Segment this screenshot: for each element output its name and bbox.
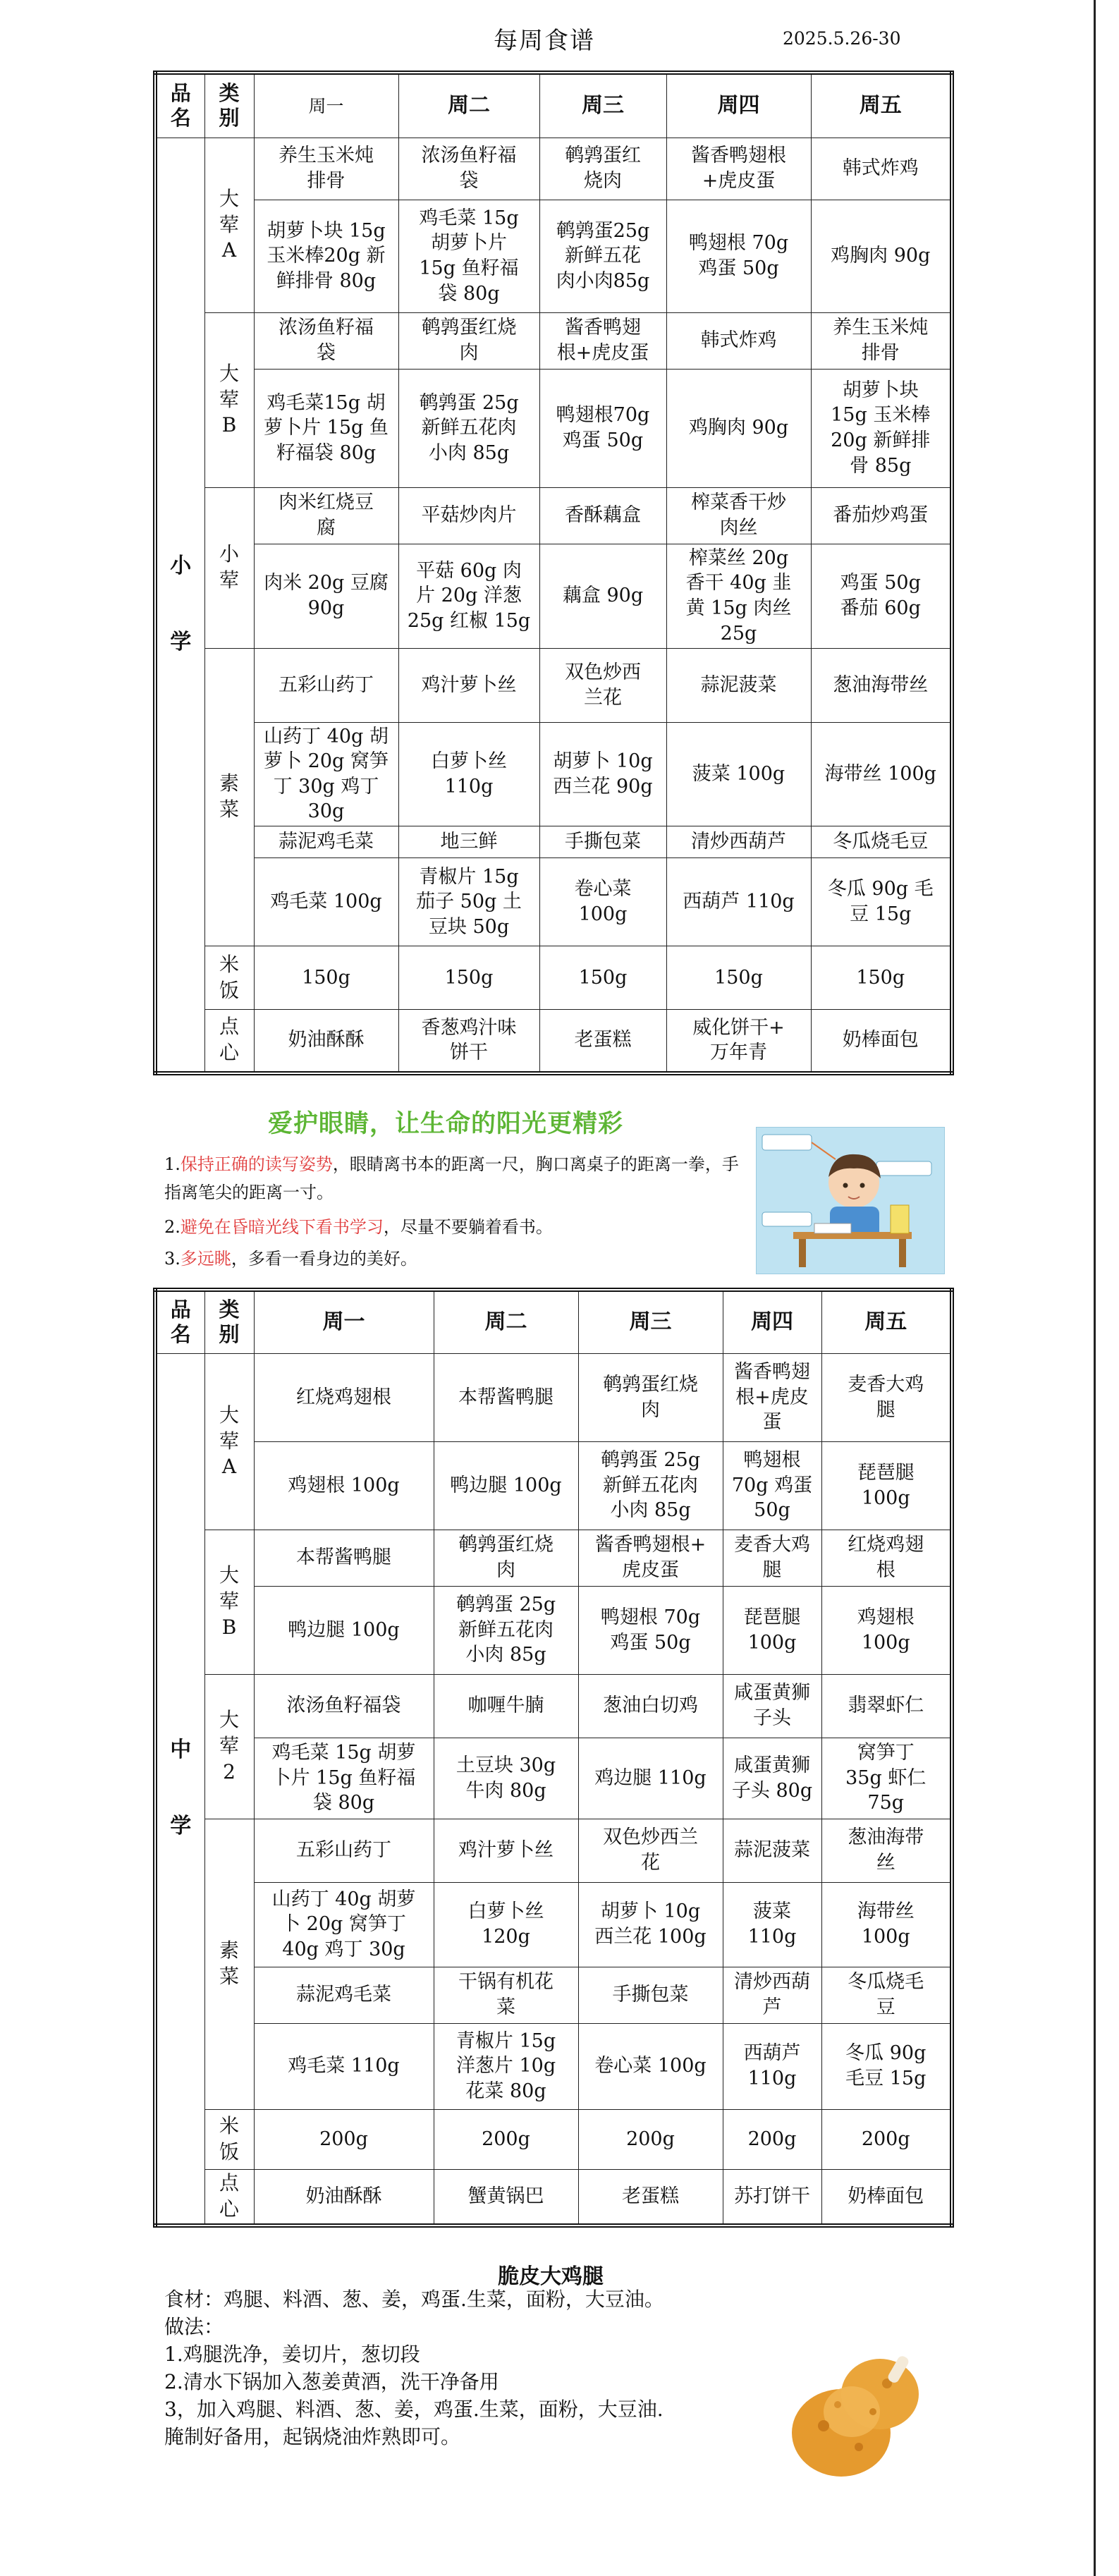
menu-cell: 苏打饼干	[723, 2169, 821, 2226]
menu-cell: 山药丁 40g 胡萝 卜 20g 窝笋丁 40g 鸡丁 30g	[254, 1882, 434, 1967]
menu-cell: 土豆块 30g 牛肉 80g	[434, 1738, 578, 1819]
menu-cell: 150g	[666, 946, 811, 1010]
menu-cell: 胡萝卜 10g 西兰花 100g	[578, 1882, 723, 1967]
menu-cell: 平菇炒肉片	[398, 487, 539, 544]
menu-cell: 200g	[254, 2109, 434, 2169]
header-row	[155, 73, 952, 138]
menu-cell: 200g	[723, 2109, 821, 2169]
menu-cell: 干锅有机花 菜	[434, 1967, 578, 2023]
table-row	[155, 722, 952, 826]
menu-cell: 奶油酥酥	[254, 2169, 434, 2226]
eye-tip-2	[164, 1214, 742, 1242]
day-header-3: 周三	[578, 1290, 723, 1353]
corner-category-label: 类 别	[204, 73, 254, 138]
category-label: 素 菜	[204, 1819, 254, 2109]
table-row	[155, 1010, 952, 1073]
menu-cell: 蒜泥鸡毛菜	[254, 826, 398, 858]
table-row	[155, 2169, 952, 2226]
category-label: 大 荤 B	[204, 1530, 254, 1674]
table-row	[155, 1441, 952, 1530]
category-label: 大 荤 A	[204, 138, 254, 312]
menu-cell: 鸡翅根 100g	[254, 1441, 434, 1530]
table-row	[155, 1586, 952, 1674]
day-header-5: 周五	[811, 73, 952, 138]
menu-cell: 窝笋丁 35g 虾仁 75g	[821, 1738, 952, 1819]
menu-cell: 200g	[578, 2109, 723, 2169]
menu-cell: 韩式炸鸡	[811, 138, 952, 200]
fried-drumstick-icon	[774, 2327, 929, 2496]
category-label: 小 荤	[204, 487, 254, 648]
menu-cell: 酱香鸭翅 根+虎皮蛋	[539, 312, 666, 369]
day-header-5: 周五	[821, 1290, 952, 1353]
header-row	[155, 1290, 952, 1353]
menu-cell: 鸡毛菜 100g	[254, 858, 398, 946]
menu-cell: 鸭边腿 100g	[434, 1441, 578, 1530]
menu-cell: 鹌鹑蛋 25g 新鲜五花肉 小肉 85g	[434, 1586, 578, 1674]
category-label: 大 荤 2	[204, 1674, 254, 1819]
menu-cell: 胡萝卜 10g 西兰花 90g	[539, 722, 666, 826]
day-header-4: 周四	[723, 1290, 821, 1353]
menu-cell: 鸡边腿 110g	[578, 1738, 723, 1819]
menu-cell: 咸蛋黄狮 子头	[723, 1674, 821, 1738]
table-row	[155, 1738, 952, 1819]
menu-cell: 藕盒 90g	[539, 544, 666, 648]
menu-cell: 麦香大鸡 腿	[723, 1530, 821, 1586]
category-label: 米 饭	[204, 2109, 254, 2169]
eye-tip-2-highlight: 避免在昏暗光线下看书学习	[180, 1217, 384, 1237]
menu-cell: 奶油酥酥	[254, 1010, 398, 1073]
menu-cell: 鸭翅根 70g 鸡蛋 50g	[666, 200, 811, 312]
menu-cell: 鸭边腿 100g	[254, 1586, 434, 1674]
table-row	[155, 1967, 952, 2023]
middle-school-menu-table	[153, 1288, 954, 2228]
menu-cell: 韩式炸鸡	[666, 312, 811, 369]
menu-cell: 双色炒西 兰花	[539, 648, 666, 722]
boy-reading-at-desk-icon	[756, 1127, 945, 1274]
menu-cell: 咖喱牛腩	[434, 1674, 578, 1738]
recipe-ingredients: 食材：鸡腿、料酒、葱、姜，鸡蛋.生菜，面粉，大豆油。	[164, 2288, 664, 2311]
menu-cell: 手撕包菜	[578, 1967, 723, 2023]
table-row	[155, 826, 952, 858]
menu-cell: 白萝卜丝 110g	[398, 722, 539, 826]
table-row	[155, 544, 952, 648]
menu-cell: 胡萝卜块 15g 玉米棒20g 新 鲜排骨 80g	[254, 200, 398, 312]
menu-cell: 西葫芦 110g	[666, 858, 811, 946]
menu-cell: 威化饼干+ 万年青	[666, 1010, 811, 1073]
menu-cell: 山药丁 40g 胡 萝卜 20g 窝笋 丁 30g 鸡丁 30g	[254, 722, 398, 826]
menu-cell: 鹌鹑蛋红烧 肉	[578, 1353, 723, 1441]
menu-cell: 葱油海带 丝	[821, 1819, 952, 1882]
day-header-1: 周一	[254, 1290, 434, 1353]
menu-cell: 琵琶腿 100g	[723, 1586, 821, 1674]
menu-cell: 老蛋糕	[539, 1010, 666, 1073]
table-row	[155, 312, 952, 369]
menu-cell: 冬瓜烧毛豆	[811, 826, 952, 858]
category-label: 素 菜	[204, 648, 254, 946]
menu-cell: 150g	[254, 946, 398, 1010]
menu-cell: 咸蛋黄狮 子头 80g	[723, 1738, 821, 1819]
menu-cell: 鹌鹑蛋红烧 肉	[398, 312, 539, 369]
eye-tip-3	[164, 1245, 742, 1274]
table-row	[155, 369, 952, 487]
corner-name-label: 品 名	[155, 1290, 204, 1353]
recipe-step-1: 1.鸡腿洗净，姜切片，葱切段	[164, 2343, 420, 2366]
menu-cell: 红烧鸡翅 根	[821, 1530, 952, 1586]
menu-cell: 鸭翅根 70g 鸡蛋 50g	[723, 1441, 821, 1530]
category-label: 大 荤 B	[204, 312, 254, 487]
date-range: 2025.5.26-30	[783, 28, 901, 49]
menu-cell: 鸡毛菜 15g 胡萝 卜片 15g 鱼籽福 袋 80g	[254, 1738, 434, 1819]
menu-cell: 150g	[398, 946, 539, 1010]
menu-cell: 双色炒西兰 花	[578, 1819, 723, 1882]
page-title: 每周食谱	[494, 27, 595, 55]
menu-cell: 肉米红烧豆 腐	[254, 487, 398, 544]
corner-category-label: 类 别	[204, 1290, 254, 1353]
menu-cell: 鹌鹑蛋25g 新鲜五花 肉小肉85g	[539, 200, 666, 312]
menu-cell: 养生玉米炖 排骨	[254, 138, 398, 200]
menu-cell: 菠菜 100g	[666, 722, 811, 826]
menu-cell: 番茄炒鸡蛋	[811, 487, 952, 544]
menu-cell: 鸡毛菜 110g	[254, 2023, 434, 2109]
menu-cell: 奶棒面包	[811, 1010, 952, 1073]
day-header-2: 周二	[434, 1290, 578, 1353]
menu-cell: 鹌鹑蛋红烧 肉	[434, 1530, 578, 1586]
menu-cell: 香葱鸡汁味 饼干	[398, 1010, 539, 1073]
menu-cell: 150g	[811, 946, 952, 1010]
menu-cell: 清炒西葫芦	[666, 826, 811, 858]
table-row	[155, 1353, 952, 1441]
menu-cell: 榨菜香干炒 肉丝	[666, 487, 811, 544]
recipe-title: 脆皮大鸡腿	[498, 2264, 604, 2289]
menu-cell: 酱香鸭翅根+ 虎皮蛋	[578, 1530, 723, 1586]
menu-cell: 卷心菜 100g	[539, 858, 666, 946]
menu-cell: 浓汤鱼籽福 袋	[398, 138, 539, 200]
menu-cell: 葱油白切鸡	[578, 1674, 723, 1738]
eye-care-title: 爱护眼睛，让生命的阳光更精彩	[268, 1110, 624, 1138]
table-row	[155, 138, 952, 200]
eye-tip-1	[164, 1151, 742, 1207]
corner-name-label: 品 名	[155, 73, 204, 138]
category-label: 米 饭	[204, 946, 254, 1010]
menu-cell: 琵琶腿 100g	[821, 1441, 952, 1530]
menu-cell: 清炒西葫 芦	[723, 1967, 821, 2023]
eye-tip-1-num: 1.	[164, 1154, 181, 1174]
menu-cell: 酱香鸭翅根 +虎皮蛋	[666, 138, 811, 200]
menu-cell: 鸡汁萝卜丝	[434, 1819, 578, 1882]
menu-cell: 平菇 60g 肉 片 20g 洋葱 25g 红椒 15g	[398, 544, 539, 648]
menu-cell: 奶棒面包	[821, 2169, 952, 2226]
menu-cell: 菠菜 110g	[723, 1882, 821, 1967]
table-row	[155, 648, 952, 722]
eye-tip-1-highlight: 保持正确的读写姿势	[180, 1154, 333, 1174]
menu-cell: 翡翠虾仁	[821, 1674, 952, 1738]
day-header-4: 周四	[666, 73, 811, 138]
menu-cell: 香酥藕盒	[539, 487, 666, 544]
menu-cell: 鸡翅根 100g	[821, 1586, 952, 1674]
menu-cell: 蒜泥鸡毛菜	[254, 1967, 434, 2023]
menu-cell: 鹌鹑蛋 25g 新鲜五花肉 小肉 85g	[398, 369, 539, 487]
menu-cell: 蒜泥菠菜	[666, 648, 811, 722]
menu-cell: 卷心菜 100g	[578, 2023, 723, 2109]
school-level-label: 中 学	[155, 1353, 204, 2226]
recipe-step-2: 2.清水下锅加入葱姜黄酒，洗干净备用	[164, 2370, 499, 2393]
menu-cell: 白萝卜丝 120g	[434, 1882, 578, 1967]
menu-cell: 海带丝 100g	[811, 722, 952, 826]
menu-cell: 西葫芦 110g	[723, 2023, 821, 2109]
menu-cell: 酱香鸭翅 根+虎皮 蛋	[723, 1353, 821, 1441]
menu-cell: 本帮酱鸭腿	[254, 1530, 434, 1586]
menu-cell: 本帮酱鸭腿	[434, 1353, 578, 1441]
menu-cell: 鸡胸肉 90g	[811, 200, 952, 312]
menu-cell: 鸡汁萝卜丝	[398, 648, 539, 722]
menu-cell: 鸡蛋 50g 番茄 60g	[811, 544, 952, 648]
eye-tip-3-text: ，多看一看身边的美好。	[231, 1249, 417, 1269]
category-label: 点 心	[204, 2169, 254, 2226]
eye-tip-2-num: 2.	[164, 1217, 181, 1237]
table-row	[155, 2023, 952, 2109]
table-row	[155, 858, 952, 946]
page-right-border	[1094, 0, 1096, 2576]
menu-cell: 葱油海带丝	[811, 648, 952, 722]
menu-cell: 鸡毛菜 15g 胡萝卜片 15g 鱼籽福 袋 80g	[398, 200, 539, 312]
eye-tip-3-highlight: 多远眺	[180, 1249, 231, 1269]
menu-cell: 鹌鹑蛋红 烧肉	[539, 138, 666, 200]
recipe-method-label: 做法：	[164, 2315, 224, 2338]
category-label: 大 荤 A	[204, 1353, 254, 1530]
eye-tip-3-num: 3.	[164, 1249, 181, 1269]
menu-cell: 胡萝卜块 15g 玉米棒 20g 新鲜排 骨 85g	[811, 369, 952, 487]
menu-cell: 海带丝 100g	[821, 1882, 952, 1967]
menu-cell: 冬瓜 90g 毛 豆 15g	[811, 858, 952, 946]
menu-cell: 200g	[434, 2109, 578, 2169]
menu-cell: 青椒片 15g 洋葱片 10g 花菜 80g	[434, 2023, 578, 2109]
table-row	[155, 1819, 952, 1882]
table-row	[155, 2109, 952, 2169]
day-header-1: 周一	[254, 73, 398, 138]
menu-cell: 鸡毛菜15g 胡 萝卜片 15g 鱼 籽福袋 80g	[254, 369, 398, 487]
table-row	[155, 1674, 952, 1738]
menu-cell: 榨菜丝 20g 香干 40g 韭 黄 15g 肉丝 25g	[666, 544, 811, 648]
recipe-step-3: 3，加入鸡腿、料酒、葱、姜，鸡蛋.生菜，面粉，大豆油.	[164, 2398, 664, 2421]
menu-cell: 鹌鹑蛋 25g 新鲜五花肉 小肉 85g	[578, 1441, 723, 1530]
menu-cell: 浓汤鱼籽福 袋	[254, 312, 398, 369]
eye-tip-1-text: ，眼睛离书本的距离一尺，胸口离桌子的距离一拳，手指离笔尖的距离一寸。	[164, 1154, 739, 1202]
menu-cell: 鸭翅根70g 鸡蛋 50g	[539, 369, 666, 487]
menu-cell: 麦香大鸡 腿	[821, 1353, 952, 1441]
menu-cell: 养生玉米炖 排骨	[811, 312, 952, 369]
table-row	[155, 200, 952, 312]
table-row	[155, 1530, 952, 1586]
table-row	[155, 946, 952, 1010]
category-label: 点 心	[204, 1010, 254, 1073]
school-level-label: 小 学	[155, 138, 204, 1073]
menu-cell: 鸡胸肉 90g	[666, 369, 811, 487]
menu-cell: 鸭翅根 70g 鸡蛋 50g	[578, 1586, 723, 1674]
recipe-step-3-cont: 腌制好备用，起锅烧油炸熟即可。	[164, 2425, 461, 2448]
menu-cell: 五彩山药丁	[254, 1819, 434, 1882]
menu-cell: 地三鲜	[398, 826, 539, 858]
menu-cell: 150g	[539, 946, 666, 1010]
day-header-2: 周二	[398, 73, 539, 138]
menu-cell: 200g	[821, 2109, 952, 2169]
table-row	[155, 487, 952, 544]
menu-cell: 肉米 20g 豆腐 90g	[254, 544, 398, 648]
menu-cell: 青椒片 15g 茄子 50g 土 豆块 50g	[398, 858, 539, 946]
menu-cell: 蒜泥菠菜	[723, 1819, 821, 1882]
menu-cell: 冬瓜烧毛 豆	[821, 1967, 952, 2023]
primary-school-menu-table	[153, 71, 954, 1075]
table-row	[155, 1882, 952, 1967]
menu-cell: 红烧鸡翅根	[254, 1353, 434, 1441]
day-header-3: 周三	[539, 73, 666, 138]
menu-cell: 冬瓜 90g 毛豆 15g	[821, 2023, 952, 2109]
menu-cell: 蟹黄锅巴	[434, 2169, 578, 2226]
menu-cell: 手撕包菜	[539, 826, 666, 858]
eye-tip-2-text: ，尽量不要躺着看书。	[383, 1217, 553, 1237]
menu-cell: 五彩山药丁	[254, 648, 398, 722]
menu-cell: 老蛋糕	[578, 2169, 723, 2226]
menu-cell: 浓汤鱼籽福袋	[254, 1674, 434, 1738]
